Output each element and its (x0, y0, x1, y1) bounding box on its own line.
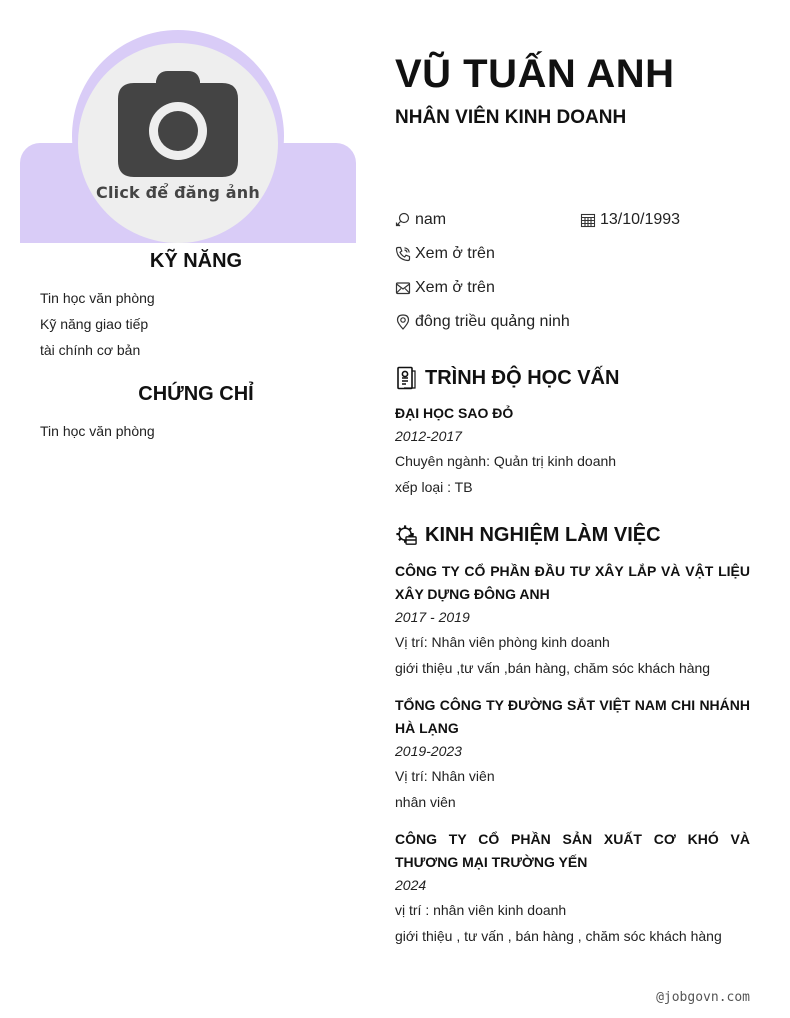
email-value: Xem ở trên (415, 279, 495, 296)
avatar-upload-caption[interactable]: Click để đăng ảnh (96, 183, 260, 202)
skills-heading: KỸ NĂNG (149, 250, 243, 272)
candidate-position: NHÂN VIÊN KINH DOANH (395, 107, 627, 128)
birthday-value: 13/10/1993 (600, 211, 681, 228)
company-name: CÔNG TY CỔ PHẦN ĐẦU TƯ XÂY LẮP VÀ VẬT LIỆU XÂY DỰNG ĐÔNG ANH (395, 563, 750, 602)
address-row (395, 310, 570, 334)
experience-entry (395, 694, 750, 815)
experience-description: giới thiệu , tư vấn , bán hàng , chăm sóc khách hàng (395, 928, 722, 944)
experience-role: Vị trí: Nhân viên (395, 768, 495, 784)
experience-description: giới thiệu ,tư vấn ,bán hàng, chăm sóc khách hàng (395, 660, 711, 676)
email-row (395, 276, 495, 300)
experience-heading (395, 523, 661, 547)
skill-item: tài chính cơ bản (40, 342, 141, 358)
address-value: đông triều quảng ninh (415, 313, 570, 330)
experience-list (395, 560, 750, 962)
site-watermark: @jobgovn.com (656, 990, 750, 1005)
certificates-heading: CHỨNG CHỈ (138, 383, 254, 405)
location-pin-icon (395, 314, 411, 330)
avatar-upload[interactable] (78, 43, 278, 243)
phone-row (395, 242, 495, 266)
gender-row (395, 208, 446, 232)
experience-period: 2017 - 2019 (395, 609, 470, 625)
education-heading-text: TRÌNH ĐỘ HỌC VẤN (425, 366, 620, 389)
certificate-icon (395, 366, 417, 390)
skill-item: Kỹ năng giao tiếp (40, 316, 149, 332)
education-major: Chuyên ngành: Quản trị kinh doanh (395, 453, 617, 469)
experience-role: Vị trí: Nhân viên phòng kinh doanh (395, 634, 610, 650)
skills-list (40, 285, 356, 363)
phone-icon (395, 246, 411, 262)
education-heading (395, 366, 619, 390)
email-icon (395, 280, 411, 296)
experience-period: 2019-2023 (395, 743, 462, 759)
company-name: CÔNG TY CỔ PHẦN SẢN XUẤT CƠ KHÓ VÀ THƯƠNG MẠI TRƯỜNG YẾN (395, 831, 750, 870)
education-grade: xếp loại : TB (395, 479, 473, 495)
experience-entry (395, 828, 750, 949)
gear-briefcase-icon (395, 523, 417, 547)
school-name: ĐẠI HỌC SAO ĐỎ (395, 405, 514, 421)
skill-item: Tin học văn phòng (40, 290, 155, 306)
left-column (40, 250, 356, 444)
gender-value: nam (415, 211, 447, 228)
education-period: 2012-2017 (395, 428, 462, 444)
education-entry (395, 402, 750, 500)
experience-heading-text: KINH NGHIỆM LÀM VIỆC (425, 523, 661, 546)
experience-period: 2024 (395, 877, 427, 893)
company-name: TỔNG CÔNG TY ĐƯỜNG SẮT VIỆT NAM CHI NHÁNH HÀ LẠNG (395, 697, 750, 736)
experience-entry (395, 560, 750, 681)
experience-role: vị trí : nhân viên kinh doanh (395, 902, 567, 918)
birthday-row (580, 208, 680, 232)
phone-value: Xem ở trên (415, 245, 495, 262)
certificate-item: Tin học văn phòng (40, 423, 155, 439)
education-list (395, 402, 750, 513)
camera-icon (118, 71, 238, 177)
certificates-list (40, 418, 356, 444)
experience-description: nhân viên (395, 794, 456, 810)
gender-icon (395, 212, 411, 228)
calendar-icon (580, 212, 596, 228)
candidate-name: VŨ TUẤN ANH (395, 52, 675, 96)
